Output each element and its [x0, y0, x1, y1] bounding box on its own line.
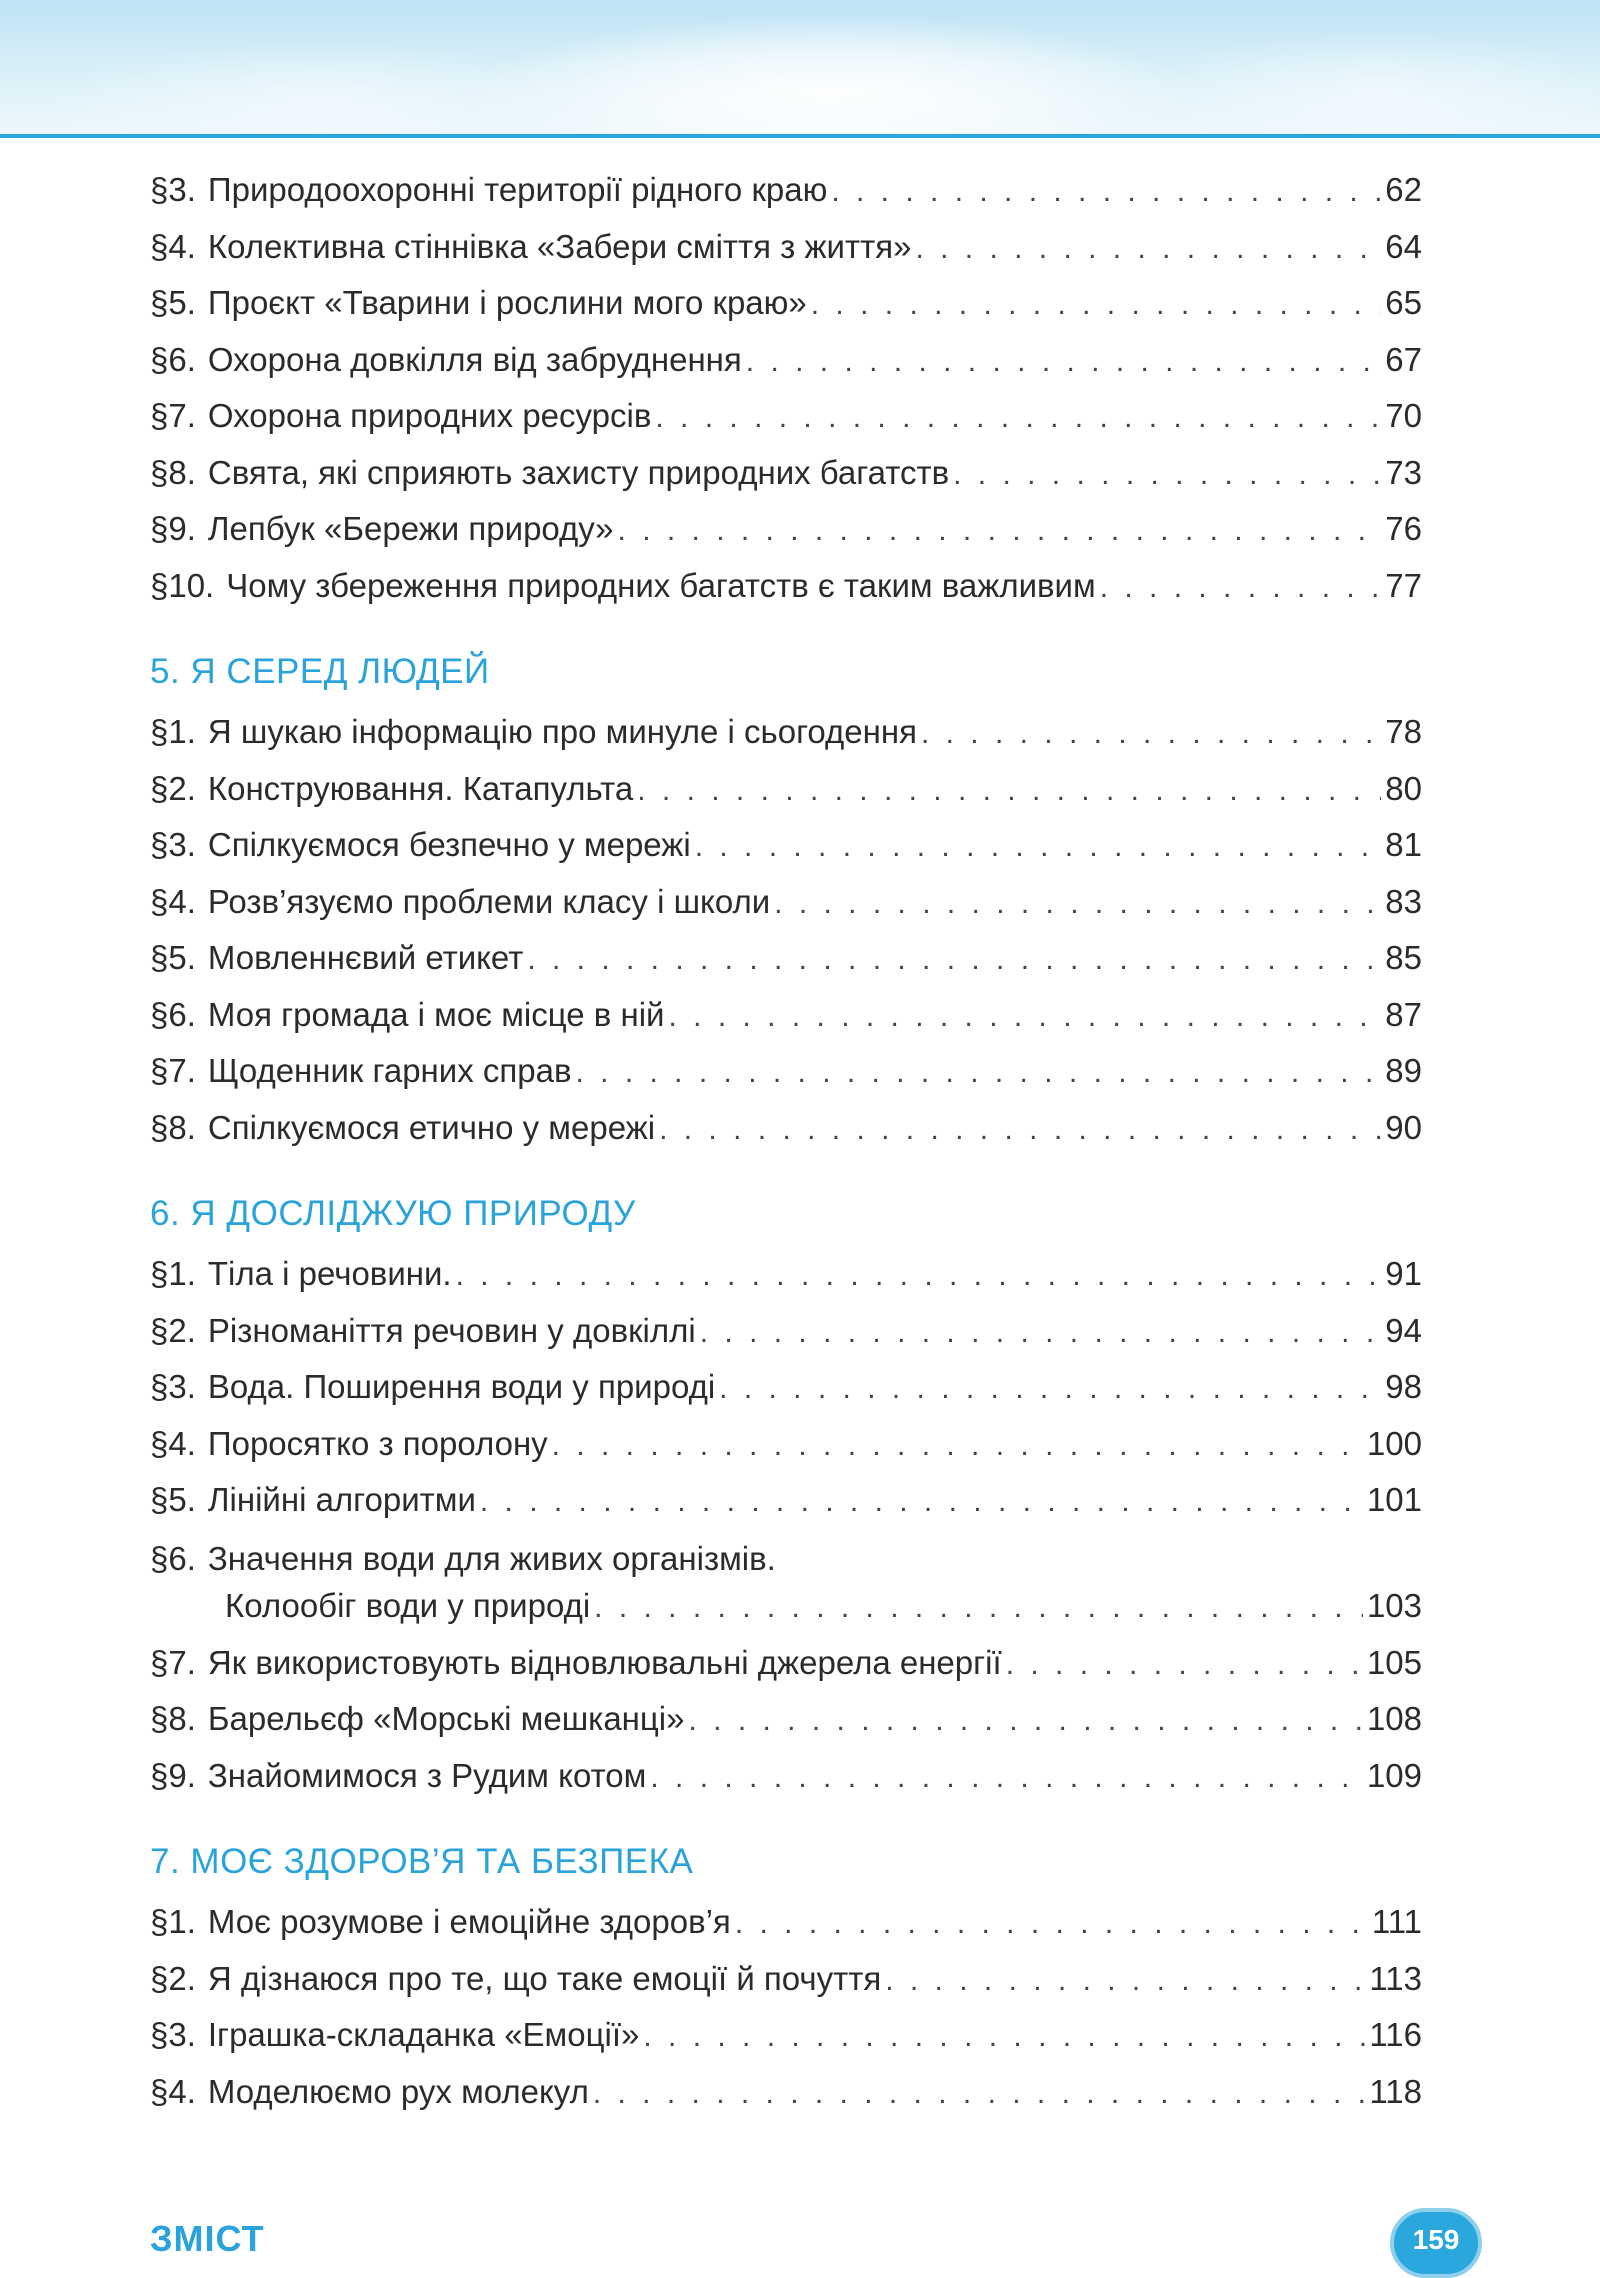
section-heading[interactable]: 7. МОЄ ЗДОРОВ’Я ТА БЕЗПЕКА — [150, 1842, 694, 1881]
entry-page: 77 — [1385, 566, 1422, 604]
entry-title: Свята, які сприяють захисту природних багатств — [207, 453, 950, 491]
dot-leader — [618, 503, 1382, 560]
dot-leader — [593, 2066, 1366, 2123]
entry-number: §2. — [150, 1311, 196, 1349]
entry-number: §3. — [150, 2016, 196, 2053]
entry-number: §1. — [150, 713, 196, 750]
entry-title: Чому збереження природних багатств є таким важливим — [226, 566, 1096, 604]
entry-title: Щоденник гарних справ — [207, 1052, 572, 1089]
dot-leader — [480, 1474, 1363, 1531]
entry-number: §3. — [150, 171, 196, 208]
dot-leader — [921, 706, 1381, 763]
dot-leader — [669, 989, 1382, 1046]
entry-page: 118 — [1369, 2072, 1422, 2110]
top-banner — [0, 0, 1600, 138]
dot-leader — [659, 1102, 1381, 1159]
entry-number: §5. — [150, 284, 196, 321]
entry-number: §4. — [150, 1424, 196, 1462]
toc-entry[interactable] — [150, 761, 1422, 818]
entry-number: §1. — [150, 1255, 196, 1292]
entry-title: Значення води для живих організмів. — [207, 1539, 776, 1577]
entry-page: 81 — [1385, 826, 1422, 863]
dot-leader — [552, 1418, 1363, 1475]
entry-title: Я дізнаюся про те, що таке емоції й почуття — [207, 1959, 882, 1997]
toc-entry[interactable] — [150, 1359, 1422, 1416]
entry-page: 100 — [1366, 1424, 1422, 1462]
dot-leader — [735, 1896, 1368, 1953]
entry-title: Мовленнєвий етикет — [207, 939, 524, 976]
dot-leader — [746, 334, 1382, 391]
toc-entry[interactable] — [150, 704, 1422, 761]
section-heading[interactable]: 6. Я ДОСЛІДЖУЮ ПРИРОДУ — [150, 1194, 636, 1233]
toc-entry[interactable] — [150, 275, 1422, 332]
entry-title: Спілкуємося безпечно у мережі — [207, 826, 691, 863]
toc-entry[interactable] — [150, 162, 1422, 219]
toc-entry[interactable] — [150, 1416, 1422, 1473]
toc-entry[interactable] — [150, 1691, 1422, 1748]
entry-title: Конструювання. Катапульта — [207, 769, 634, 807]
entry-page: 116 — [1369, 2016, 1422, 2053]
top-rule — [0, 134, 1600, 138]
entry-title: Моє розумове і емоційне здоров’я — [207, 1903, 731, 1940]
dot-leader — [594, 1584, 1363, 1631]
toc-entry[interactable] — [150, 332, 1422, 389]
toc-entry[interactable] — [150, 930, 1422, 987]
entry-number: §6. — [150, 995, 196, 1033]
entry-number: §7. — [150, 397, 196, 434]
dot-leader — [700, 1305, 1382, 1362]
dot-leader — [774, 876, 1381, 933]
entry-number: §6. — [150, 1539, 196, 1577]
dot-leader — [719, 1361, 1381, 1418]
entry-page: 101 — [1366, 1481, 1422, 1518]
entry-page: 80 — [1385, 769, 1422, 807]
toc-section-6 — [150, 1194, 1422, 1804]
dot-leader — [885, 1953, 1365, 2010]
entry-title: Знайомимося з Рудим котом — [207, 1756, 647, 1794]
entry-page: 94 — [1385, 1311, 1422, 1349]
toc-section-5 — [150, 652, 1422, 1156]
entry-title: Проєкт «Тварини і рослини мого краю» — [207, 284, 807, 321]
entry-title: Розв’язуємо проблеми класу і школи — [207, 882, 771, 920]
entry-page: 62 — [1385, 171, 1422, 208]
entry-number: §3. — [150, 1368, 196, 1405]
entry-title: Барельєф «Морські мешканці» — [207, 1700, 685, 1737]
entry-page: 76 — [1385, 510, 1422, 547]
entry-page: 64 — [1385, 227, 1422, 265]
entry-title: Спілкуємося етично у мережі — [207, 1108, 656, 1146]
entry-number: §10. — [150, 566, 215, 604]
dot-leader — [650, 1750, 1363, 1807]
entry-number: §8. — [150, 1700, 196, 1737]
toc-entry-two-line[interactable] — [150, 1535, 1422, 1631]
dot-leader — [1006, 1637, 1363, 1694]
entry-page: 87 — [1385, 995, 1422, 1033]
entry-number: §7. — [150, 1643, 196, 1681]
entry-number: §9. — [150, 510, 196, 547]
footer-section-label: ЗМІСТ — [150, 2218, 265, 2259]
section-heading[interactable]: 5. Я СЕРЕД ЛЮДЕЙ — [150, 652, 490, 691]
entry-page: 109 — [1366, 1756, 1422, 1794]
entry-title: Я шукаю інформацію про минуле і сьогодення — [207, 713, 917, 750]
entry-page: 103 — [1366, 1586, 1422, 1624]
toc-entry[interactable] — [150, 1635, 1422, 1692]
entry-title-continuation: Колообіг води у природі — [225, 1586, 591, 1624]
entry-number: §5. — [150, 939, 196, 976]
entry-number: §4. — [150, 882, 196, 920]
dot-leader — [655, 390, 1381, 447]
banner-glow-center — [470, 18, 1190, 138]
entry-title: Поросятко з поролону — [207, 1424, 548, 1462]
entry-number: §2. — [150, 769, 196, 807]
toc-entry[interactable] — [150, 1748, 1422, 1805]
dot-leader — [637, 763, 1381, 820]
entry-page: 111 — [1371, 1903, 1422, 1940]
entry-number: §4. — [150, 2072, 196, 2110]
dot-leader — [831, 164, 1381, 221]
entry-number: §8. — [150, 453, 196, 491]
dot-leader — [811, 277, 1382, 334]
entry-page: 105 — [1366, 1643, 1422, 1681]
toc-entry[interactable] — [150, 1951, 1422, 2008]
toc-entry[interactable] — [150, 219, 1422, 276]
toc-entry[interactable] — [150, 558, 1422, 615]
entry-number: §7. — [150, 1052, 196, 1089]
toc-entry[interactable] — [150, 1894, 1422, 1951]
entry-page: 108 — [1366, 1700, 1422, 1737]
entry-number: §2. — [150, 1959, 196, 1997]
dot-leader — [456, 1248, 1382, 1305]
entry-number: §5. — [150, 1481, 196, 1518]
toc-entry[interactable] — [150, 1246, 1422, 1303]
toc-entry[interactable] — [150, 2007, 1422, 2064]
entry-title: Різноманіття речовин у довкіллі — [207, 1311, 696, 1349]
entry-number: §1. — [150, 1903, 196, 1940]
toc-entry[interactable] — [150, 1303, 1422, 1360]
entry-title: Природоохоронні території рідного краю — [207, 171, 828, 208]
entry-page: 78 — [1385, 713, 1422, 750]
dot-leader — [527, 932, 1381, 989]
entry-number: §6. — [150, 340, 196, 378]
entry-page: 90 — [1385, 1108, 1422, 1146]
toc-group-continued — [150, 162, 1422, 614]
dot-leader — [915, 221, 1381, 278]
entry-page: 83 — [1385, 882, 1422, 920]
dot-leader — [689, 1693, 1363, 1750]
entry-title: Вода. Поширення води у природі — [207, 1368, 716, 1405]
entry-page: 98 — [1385, 1368, 1422, 1405]
page-number-badge: 159 — [1390, 2208, 1482, 2278]
toc-entry[interactable] — [150, 817, 1422, 874]
entry-title: Як використовують відновлювальні джерела енергії — [207, 1643, 1002, 1681]
toc-entry[interactable] — [150, 445, 1422, 502]
dot-leader — [695, 819, 1382, 876]
toc-entry[interactable] — [150, 1043, 1422, 1100]
entry-title: Моделюємо рух молекул — [207, 2072, 589, 2110]
entry-number: §3. — [150, 826, 196, 863]
entry-title: Іграшка-складанка «Емоції» — [207, 2016, 640, 2053]
entry-title: Тіла і речовини. — [207, 1255, 452, 1292]
entry-title: Охорона природних ресурсів — [207, 397, 652, 434]
entry-title: Охорона довкілля від забруднення — [207, 340, 742, 378]
entry-page: 89 — [1385, 1052, 1422, 1089]
toc-entry[interactable] — [150, 388, 1422, 445]
toc-entry[interactable] — [150, 987, 1422, 1044]
entry-title: Моя громада і моє місце в ній — [207, 995, 665, 1033]
toc-section-7 — [150, 1842, 1422, 2120]
entry-page: 85 — [1385, 939, 1422, 976]
toc-entry[interactable] — [150, 1100, 1422, 1157]
entry-page: 67 — [1385, 340, 1422, 378]
dot-leader — [953, 447, 1381, 504]
entry-number: §9. — [150, 1756, 196, 1794]
table-of-contents — [150, 162, 1422, 2120]
entry-page: 70 — [1385, 397, 1422, 434]
entry-page: 91 — [1385, 1255, 1422, 1292]
toc-entry[interactable] — [150, 1472, 1422, 1529]
toc-entry[interactable] — [150, 501, 1422, 558]
entry-title: Лепбук «Бережи природу» — [207, 510, 614, 547]
entry-page: 65 — [1385, 284, 1422, 321]
dot-leader — [643, 2009, 1365, 2066]
toc-entry[interactable] — [150, 2064, 1422, 2121]
banner-glow-right — [1120, 30, 1600, 138]
entry-title: Колективна стіннівка «Забери сміття з життя» — [207, 227, 912, 265]
toc-entry[interactable] — [150, 874, 1422, 931]
entry-title: Лінійні алгоритми — [207, 1481, 476, 1518]
dot-leader — [576, 1045, 1382, 1102]
entry-number: §4. — [150, 227, 196, 265]
entry-page: 113 — [1369, 1959, 1422, 1997]
entry-page: 73 — [1385, 453, 1422, 491]
entry-number: §8. — [150, 1108, 196, 1146]
dot-leader — [1100, 560, 1382, 617]
